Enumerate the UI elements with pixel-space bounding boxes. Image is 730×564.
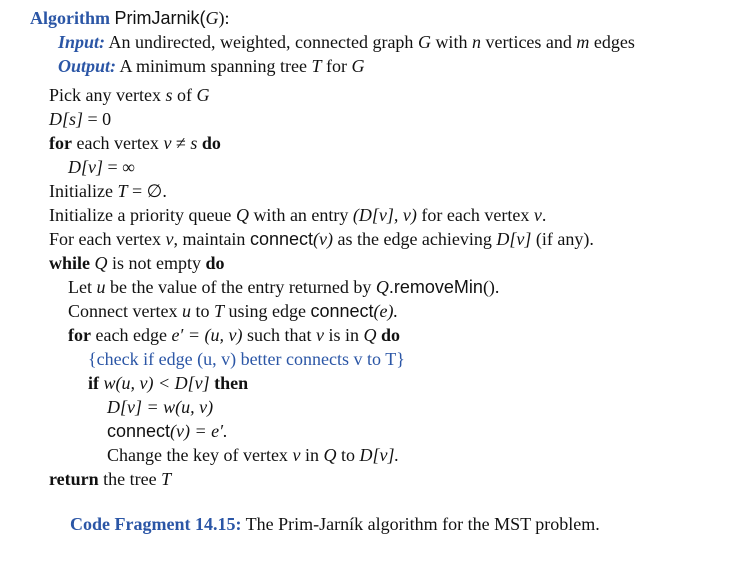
text: the tree bbox=[103, 469, 157, 489]
var-t: T bbox=[213, 301, 224, 321]
input-m: m bbox=[576, 32, 590, 52]
code-line-9 bbox=[68, 276, 499, 298]
arg-e: (e). bbox=[373, 301, 399, 321]
var-g: G bbox=[196, 85, 210, 105]
keyword-while: while bbox=[49, 253, 91, 273]
text: be the value of the entry returned by bbox=[110, 277, 372, 297]
text: is in bbox=[328, 325, 360, 345]
text: (). bbox=[482, 277, 500, 297]
var-v: v bbox=[165, 229, 174, 249]
text: to bbox=[340, 445, 355, 465]
code-line-14 bbox=[107, 396, 213, 418]
input-label: Input: bbox=[58, 32, 106, 52]
d-of-v: D[v] bbox=[496, 229, 532, 249]
input-g: G bbox=[417, 32, 431, 52]
keyword-do: do bbox=[381, 325, 401, 345]
var-v: v bbox=[163, 133, 172, 153]
text: Initialize bbox=[49, 181, 113, 201]
output-text-2: for bbox=[326, 56, 348, 76]
var-u: u bbox=[181, 301, 191, 321]
text: to bbox=[195, 301, 210, 321]
code-comment bbox=[88, 348, 405, 370]
output-label: Output: bbox=[58, 56, 117, 76]
var-q: Q bbox=[363, 325, 377, 345]
code-line-3 bbox=[49, 132, 221, 154]
code-line-4 bbox=[68, 156, 135, 178]
algorithm-close: ): bbox=[218, 8, 230, 28]
var-t: T bbox=[117, 181, 128, 201]
text: Let bbox=[68, 277, 92, 297]
var-u: u bbox=[96, 277, 106, 297]
condition: w(u, v) < D[v] bbox=[103, 373, 210, 393]
output-line bbox=[58, 55, 365, 77]
assign-zero: = 0 bbox=[87, 109, 112, 129]
text: Pick any vertex bbox=[49, 85, 161, 105]
text: in bbox=[304, 445, 319, 465]
text: for each vertex bbox=[421, 205, 530, 225]
text: using edge bbox=[228, 301, 306, 321]
text: as the edge achieving bbox=[337, 229, 492, 249]
text: Initialize a priority queue bbox=[49, 205, 232, 225]
text: with an entry bbox=[253, 205, 349, 225]
code-line-5 bbox=[49, 180, 167, 202]
algorithm-header bbox=[30, 7, 230, 29]
code-line-17 bbox=[49, 468, 171, 490]
code-line-10 bbox=[68, 300, 398, 322]
text: is not empty bbox=[112, 253, 202, 273]
code-line-15 bbox=[107, 420, 228, 442]
fn-connect: connect bbox=[107, 421, 171, 441]
code-line-7 bbox=[49, 228, 594, 250]
var-d: D bbox=[49, 109, 62, 129]
index-s: [s] bbox=[62, 109, 84, 129]
var-q: Q bbox=[235, 205, 249, 225]
keyword-if: if bbox=[88, 373, 99, 393]
code-line-11 bbox=[68, 324, 400, 346]
var-q: Q bbox=[323, 445, 337, 465]
var-s: s bbox=[190, 133, 198, 153]
period: . bbox=[541, 205, 547, 225]
arg-v: (v) bbox=[312, 229, 333, 249]
input-text-1: An undirected, weighted, connected graph bbox=[108, 32, 414, 52]
comment-text: {check if edge (u, v) better connects v to T} bbox=[88, 349, 405, 369]
var-v: v bbox=[533, 205, 542, 225]
index-v: [v] bbox=[81, 157, 103, 177]
var-v: v bbox=[316, 325, 324, 345]
code-line-8 bbox=[49, 252, 225, 274]
var-q: Q bbox=[375, 277, 389, 297]
text: For each vertex bbox=[49, 229, 161, 249]
not-equal: ≠ bbox=[175, 133, 186, 153]
assign-infinity: = ∞ bbox=[107, 157, 135, 177]
input-text-4: edges bbox=[593, 32, 635, 52]
keyword-for: for bbox=[68, 325, 91, 345]
code-line-16 bbox=[107, 444, 399, 466]
var-q: Q bbox=[94, 253, 108, 273]
text: each vertex bbox=[76, 133, 159, 153]
var-s: s bbox=[165, 85, 173, 105]
entry-tuple: (D[v], v) bbox=[352, 205, 417, 225]
text: of bbox=[176, 85, 192, 105]
update-d: D[v] = w(u, v) bbox=[107, 397, 214, 417]
edge-def: e′ = (u, v) bbox=[171, 325, 243, 345]
code-line-2 bbox=[49, 108, 111, 130]
keyword-do: do bbox=[201, 133, 221, 153]
fn-connect: connect bbox=[249, 229, 313, 249]
caption-text: The Prim-Jarník algorithm for the MST problem. bbox=[245, 514, 600, 534]
code-line-6 bbox=[49, 204, 546, 226]
keyword-then: then bbox=[214, 373, 249, 393]
code-line-1 bbox=[49, 84, 209, 106]
keyword-return: return bbox=[49, 469, 99, 489]
text: (if any). bbox=[535, 229, 594, 249]
keyword-for: for bbox=[49, 133, 72, 153]
caption-label: Code Fragment 14.15: bbox=[70, 514, 242, 534]
caption bbox=[70, 513, 600, 535]
var-d: D bbox=[68, 157, 81, 177]
text: each edge bbox=[95, 325, 167, 345]
algorithm-label: Algorithm bbox=[30, 8, 110, 28]
text: Connect vertex bbox=[68, 301, 178, 321]
algorithm-param: G bbox=[205, 8, 219, 28]
fn-connect: connect bbox=[310, 301, 374, 321]
fn-removemin: .removeMin bbox=[388, 277, 483, 297]
input-text-3: vertices and bbox=[485, 32, 572, 52]
assign-empty: = ∅. bbox=[131, 181, 167, 201]
output-g: G bbox=[351, 56, 365, 76]
var-v: v bbox=[292, 445, 301, 465]
text: such that bbox=[247, 325, 312, 345]
text: Change the key of vertex bbox=[107, 445, 288, 465]
var-t: T bbox=[161, 469, 172, 489]
input-text-2: with bbox=[435, 32, 468, 52]
input-line bbox=[58, 31, 635, 53]
keyword-do: do bbox=[205, 253, 225, 273]
text: , maintain bbox=[173, 229, 246, 249]
code-line-13 bbox=[88, 372, 248, 394]
input-n: n bbox=[471, 32, 481, 52]
d-of-v: D[v]. bbox=[359, 445, 399, 465]
output-text-1: A minimum spanning tree bbox=[119, 56, 308, 76]
assign-connect: (v) = e′. bbox=[170, 421, 228, 441]
output-t: T bbox=[311, 56, 322, 76]
algorithm-name: PrimJarnik( bbox=[114, 8, 206, 28]
